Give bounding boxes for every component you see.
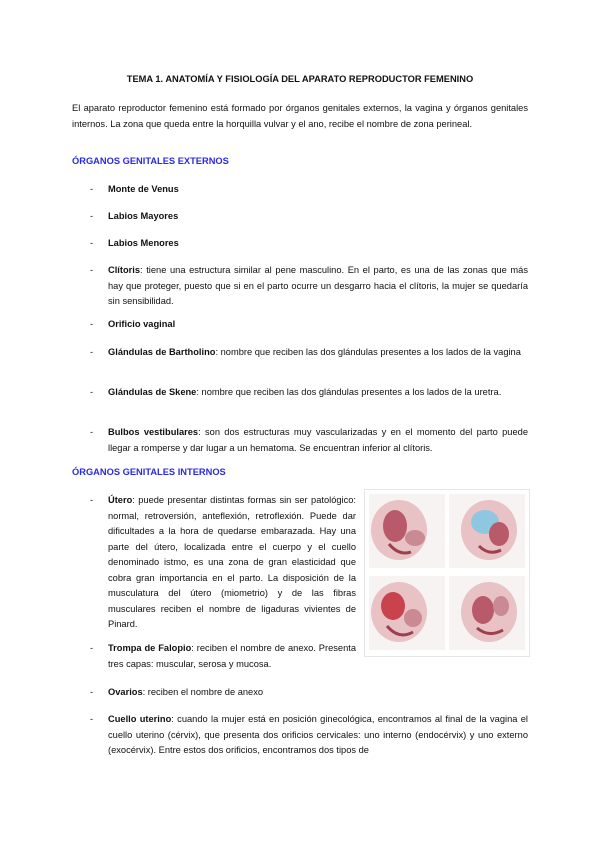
page-title: TEMA 1. ANATOMÍA Y FISIOLOGÍA DEL APARATO REPRODUCTOR FEMENINO <box>126 74 474 84</box>
bullet-dash: - <box>90 387 94 397</box>
desc: : son dos estructuras muy vascularizadas y en el momento del parto puede llegar a romperse y dar lugar a un hematoma. Se encuentran inferior al clítoris. <box>108 427 528 453</box>
bullet-dash: - <box>90 184 94 194</box>
illustration-normal <box>369 494 445 568</box>
term: Útero <box>108 495 133 505</box>
bullet-dash: - <box>90 347 94 357</box>
illustration-anteflexion <box>369 576 445 650</box>
term: Labios Mayores <box>108 211 179 221</box>
bullet-dash: - <box>90 687 94 697</box>
section-heading-externos: ÓRGANOS GENITALES EXTERNOS <box>72 156 229 166</box>
desc: : reciben el nombre de anexo <box>142 687 264 697</box>
term: Clítoris <box>108 265 141 275</box>
desc: : tiene una estructura similar al pene masculino. En el parto, es una de las zonas que más hay que proteger, puesto que si en el parto ocurre un desgarro hacia el clítoris, la mujer se quedaría sin sensibilidad. <box>108 265 528 306</box>
illustration-retroversion <box>449 494 525 568</box>
desc: : nombre que reciben las dos glándulas presentes a los lados de la vagina <box>215 347 521 357</box>
bullet-dash: - <box>90 714 94 724</box>
bullet-dash: - <box>90 211 94 221</box>
bullet-dash: - <box>90 238 94 248</box>
desc: : nombre que reciben las dos glándulas presentes a los lados de la uretra. <box>196 387 502 397</box>
term: Monte de Venus <box>108 184 179 194</box>
bullet-dash: - <box>90 643 94 653</box>
bullet-dash: - <box>90 427 94 437</box>
term: Trompa de Falopio <box>108 643 192 653</box>
term: Cuello uterino <box>108 714 172 724</box>
term: Glándulas de Skene <box>108 387 197 397</box>
term: Orificio vaginal <box>108 319 176 329</box>
term: Labios Menores <box>108 238 179 248</box>
illustration-retroflexion <box>449 576 525 650</box>
term: Bulbos vestibulares <box>108 427 199 437</box>
desc: : cuando la mujer está en posición ginecológica, encontramos al final de la vagina el cuello uterino (cérvix), que presenta dos orificios cervicales: uno interno (endocérvix) y uno externo (exocérvix). Entre estos dos orificios, encontramos dos tipos de <box>108 714 528 755</box>
bullet-dash: - <box>90 495 94 505</box>
term: Ovarios <box>108 687 143 697</box>
desc: : puede presentar distintas formas sin ser patológico: normal, retroversión, anteflexión, retroflexión. Puede dar dificultades a la hora de quedarse embarazada. Hay una parte del útero, localizada entre el cuerpo y el cuello denominado istmo, es una zona de gran elasticidad que cobra gran importancia en el parto. La disposición de la musculatura del útero (miometrio) y de las fibras musculares reciben el nombre de ligaduras vivientes de Pinard. <box>108 495 356 629</box>
section-heading-internos: ÓRGANOS GENITALES INTERNOS <box>72 467 226 477</box>
bullet-dash: - <box>90 265 94 275</box>
term: Glándulas de Bartholino <box>108 347 216 357</box>
uterus-positions-figure <box>364 489 530 657</box>
bullet-dash: - <box>90 319 94 329</box>
intro-paragraph: El aparato reproductor femenino está formado por órganos genitales externos, la vagina y órganos genitales internos. La zona que queda entre la horquilla vulvar y el ano, recibe el nombre de zona perineal. <box>72 103 528 129</box>
desc: : reciben el nombre de anexo. Presenta tres capas: muscular, serosa y mucosa. <box>108 643 357 669</box>
